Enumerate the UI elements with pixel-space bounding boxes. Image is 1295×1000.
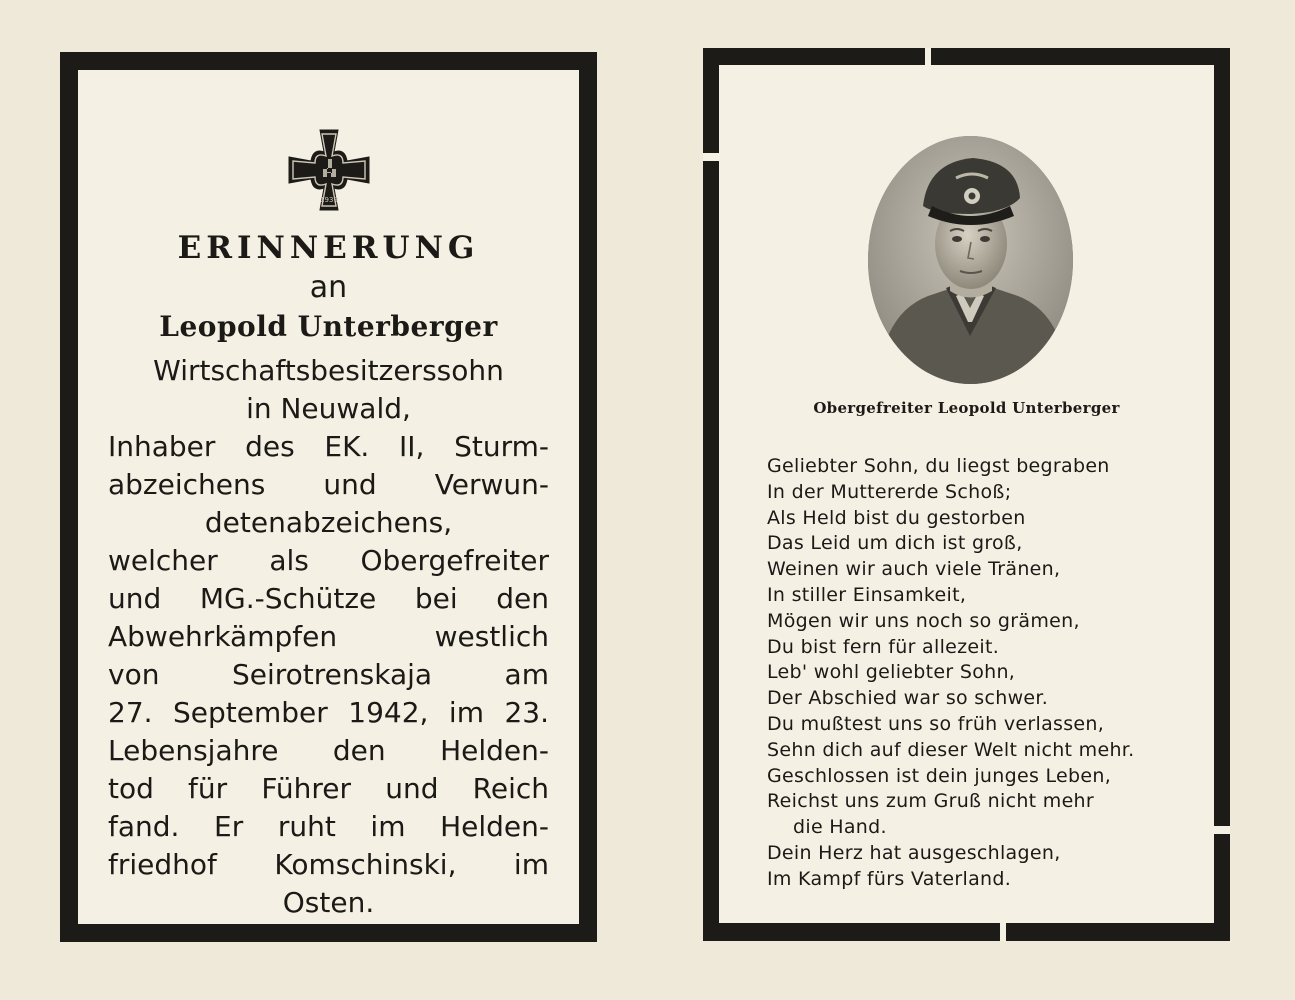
bio-line: friedhof Komschinski, im [108, 848, 549, 881]
poem-line: Leb' wohl geliebter Sohn, [767, 661, 1016, 684]
poem-line: In der Muttererde Schoß; [767, 480, 1012, 503]
poem-line: Sehn dich auf dieser Welt nicht mehr. [767, 738, 1135, 761]
border-top-right [931, 48, 1230, 65]
memorial-card-back [703, 48, 1230, 941]
heading-erinnerung: ERINNERUNG [177, 230, 480, 266]
poem-line: Der Abschied war so schwer. [767, 687, 1049, 710]
poem-line: Als Held bist du gestorben [767, 506, 1026, 529]
cross-year-label: 1939 [319, 196, 338, 204]
poem-line: Mögen wir uns noch so grämen, [767, 609, 1080, 632]
poem-line: Das Leid um dich ist groß, [767, 532, 1023, 555]
soldier-portrait-photo [868, 136, 1073, 384]
biography-text [108, 352, 549, 922]
bio-line: tod für Führer und Reich [108, 772, 549, 805]
bio-line: von Seirotrenskaja am [108, 658, 549, 691]
bio-line: Inhaber des EK. II, Sturm- [108, 430, 549, 463]
bio-line: detenabzeichens, [204, 506, 453, 539]
bio-line: in Neuwald, [246, 392, 411, 425]
poem-line: Geliebter Sohn, du liegst begraben [767, 455, 1110, 477]
heading-an: an [309, 270, 348, 305]
border-bottom-right [1006, 923, 1230, 941]
bio-line: welcher als Obergefreiter [108, 544, 549, 577]
iron-cross-icon [287, 128, 371, 212]
border-left-bottom [703, 161, 719, 941]
bio-line: Osten. [282, 886, 375, 919]
memorial-poem [767, 454, 1187, 893]
poem-line: die Hand. [793, 816, 887, 839]
poem-line: Du bist fern für allezeit. [767, 635, 1000, 658]
border-bottom-left [703, 923, 1000, 941]
border-right-bottom [1214, 834, 1230, 941]
photo-caption: Obergefreiter Leopold Unterberger [813, 399, 1120, 417]
bio-line: Abwehrkämpfen westlich [108, 620, 549, 653]
poem-line: Du mußtest uns so früh verlassen, [767, 712, 1105, 735]
bio-line: und MG.-Schütze bei den [108, 582, 549, 615]
bio-line: 27. September 1942, im 23. [108, 696, 549, 729]
poem-line: Geschlossen ist dein junges Leben, [767, 764, 1112, 787]
memorial-card-front [60, 52, 597, 942]
bio-line: Wirtschaftsbesitzerssohn [153, 354, 504, 387]
border-left-top [703, 48, 719, 153]
bio-line: abzeichens und Verwun- [108, 468, 549, 501]
poem-line: Reichst uns zum Gruß nicht mehr [767, 790, 1095, 813]
border-top-left [703, 48, 925, 65]
bio-line: fand. Er ruht im Helden- [108, 810, 549, 843]
poem-line: Dein Herz hat ausgeschlagen, [767, 841, 1061, 864]
bio-line: Lebensjahre den Helden- [108, 734, 549, 767]
poem-line: Weinen wir auch viele Tränen, [767, 558, 1061, 581]
poem-line: In stiller Einsamkeit, [767, 583, 967, 606]
poem-line: Im Kampf fürs Vaterland. [767, 867, 1012, 890]
deceased-name: Leopold Unterberger [159, 310, 498, 343]
border-right-top [1214, 48, 1230, 826]
